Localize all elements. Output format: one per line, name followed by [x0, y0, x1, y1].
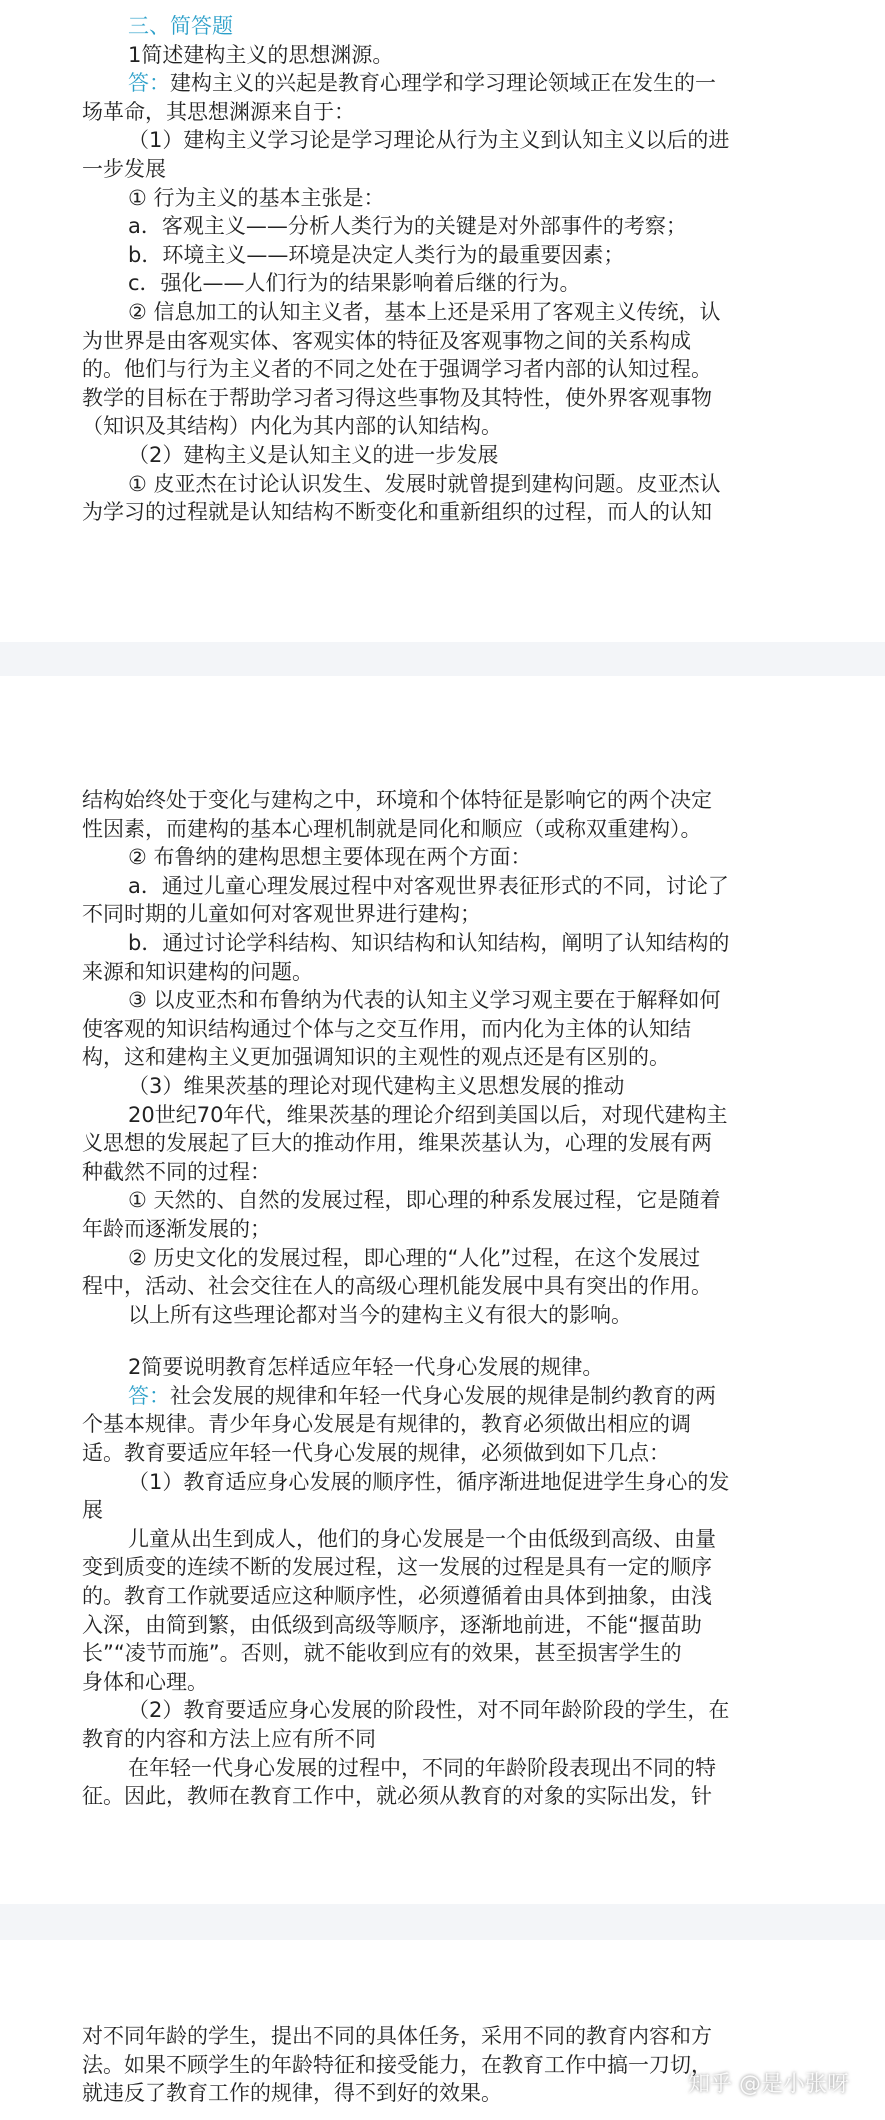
- line-text: （1）教育适应身心发展的顺序性，循序渐进地促进学生身心的发: [128, 1469, 730, 1494]
- text-line: [0, 1782, 885, 1811]
- text-line: [0, 900, 885, 929]
- line-text: 为学习的过程就是认知结构不断变化和重新组织的过程，而人的认知: [82, 500, 712, 525]
- line-text: （2）建构主义是认知主义的进一步发展: [128, 442, 499, 467]
- line-text: 变到质变的连续不断的发展过程，这一发展的过程是具有一定的顺序: [82, 1555, 712, 1580]
- line-text: 社会发展的规律和年轻一代身心发展的规律是制约教育的两: [170, 1383, 716, 1408]
- text-line: [0, 1496, 885, 1525]
- line-text: （1）建构主义学习论是学习理论从行为主义到认知主义以后的进: [128, 128, 730, 153]
- text-line: [0, 212, 885, 241]
- text-line: [0, 298, 885, 327]
- text-line: [0, 98, 885, 127]
- line-text: 长”“凌节而施”。否则，就不能收到应有的效果，甚至损害学生的: [82, 1641, 682, 1666]
- answer-label: 答：: [128, 1383, 170, 1408]
- line-text: 程中，活动、社会交往在人的高级心理机能发展中具有突出的作用。: [82, 1274, 712, 1299]
- text-line: [0, 1353, 885, 1382]
- line-text: 使客观的知识结构通过个体与之交互作用，而内化为主体的认知结: [82, 1016, 691, 1041]
- line-text: 结构始终处于变化与建构之中，环境和个体特征是影响它的两个决定: [82, 788, 712, 812]
- line-text: 不同时期的儿童如何对客观世界进行建构；: [82, 902, 481, 927]
- text-line: [0, 412, 885, 441]
- line-text: ② 信息加工的认知主义者，基本上还是采用了客观主义传统，认: [128, 299, 721, 324]
- text-line: [0, 1272, 885, 1301]
- text-line: [0, 1015, 885, 1044]
- document-page-3: [0, 1940, 885, 2120]
- text-line: [0, 1301, 885, 1330]
- text-line: [0, 1043, 885, 1072]
- line-text: 场革命，其思想渊源来自于：: [82, 99, 355, 124]
- text-line: [0, 1754, 885, 1783]
- text-line: [0, 1553, 885, 1582]
- text-line: [0, 269, 885, 298]
- line-text: 性因素，而建构的基本心理机制就是同化和顺应（或称双重建构）。: [82, 816, 702, 841]
- text-line: [0, 1525, 885, 1554]
- line-text: 儿童从出生到成人，他们的身心发展是一个由低级到高级、由量: [128, 1526, 716, 1551]
- text-line: [0, 1582, 885, 1611]
- answer-label: 答：: [128, 71, 170, 96]
- text-line: [0, 1410, 885, 1439]
- text-line: [0, 815, 885, 844]
- text-line: [0, 2022, 885, 2051]
- document-page-2: [0, 676, 885, 1904]
- line-text: （3）维果茨基的理论对现代建构主义思想发展的推动: [128, 1073, 625, 1098]
- watermark: 知乎 @是小张呀: [688, 2072, 849, 2097]
- line-text: 个基本规律。青少年身心发展是有规律的，教育必须做出相应的调: [82, 1412, 691, 1437]
- text-line: [0, 327, 885, 356]
- line-text: 20世纪70年代，维果茨基的理论介绍到美国以后，对现代建构主: [128, 1102, 728, 1127]
- text-line: [0, 355, 885, 384]
- line-text: 身体和心理。: [82, 1669, 208, 1694]
- text-line: [0, 384, 885, 413]
- line-text: a．客观主义——分析人类行为的关键是对外部事件的考察；: [128, 214, 687, 239]
- text-line: [0, 1725, 885, 1754]
- text-line: [0, 1215, 885, 1244]
- text-line: [0, 1101, 885, 1130]
- text-line: [0, 1439, 885, 1468]
- line-text: 法。如果不顾学生的年龄特征和接受能力，在教育工作中搞一刀切，: [82, 2052, 712, 2077]
- text-line: [0, 1468, 885, 1497]
- line-text: b．通过讨论学科结构、知识结构和认知结构，阐明了认知结构的: [128, 930, 730, 955]
- document-page-1: [0, 0, 885, 642]
- line-text: ③ 以皮亚杰和布鲁纳为代表的认知主义学习观主要在于解释如何: [128, 988, 721, 1013]
- text-line: [0, 843, 885, 872]
- text-line: [0, 1668, 885, 1697]
- text-line: [0, 1072, 885, 1101]
- line-text: 教育的内容和方法上应有所不同: [82, 1727, 376, 1751]
- line-text: ① 行为主义的基本主张是：: [128, 185, 385, 210]
- text-line: [0, 69, 885, 98]
- line-text: 来源和知识建构的问题。: [82, 959, 313, 984]
- line-text: 就违反了教育工作的规律，得不到好的效果。: [82, 2081, 502, 2106]
- text-line: [0, 1186, 885, 1215]
- line-text: 展: [82, 1498, 103, 1523]
- line-text: （知识及其结构）内化为其内部的认知结构。: [82, 414, 502, 439]
- line-text: ② 历史文化的发展过程，即心理的“人化”过程，在这个发展过: [128, 1245, 701, 1270]
- text-line: [0, 126, 885, 155]
- line-text: c．强化——人们行为的结果影响着后继的行为。: [128, 271, 581, 296]
- text-line: [0, 1639, 885, 1668]
- line-text: 对不同年龄的学生，提出不同的具体任务，采用不同的教育内容和方: [82, 2024, 712, 2048]
- text-line: [0, 155, 885, 184]
- line-text: 一步发展: [82, 156, 166, 181]
- text-line: [0, 470, 885, 499]
- line-text: ① 皮亚杰在讨论认识发生、发展时就曾提到建构问题。皮亚杰认: [128, 471, 721, 496]
- line-text: 建构主义的兴起是教育心理学和学习理论领域正在发生的一: [170, 71, 716, 96]
- line-text: 1简述建构主义的思想渊源。: [128, 42, 394, 67]
- page-2-text: [0, 786, 885, 1811]
- line-text: ② 布鲁纳的建构思想主要体现在两个方面：: [128, 845, 532, 870]
- text-line: [0, 1611, 885, 1640]
- line-text: 种截然不同的过程：: [82, 1159, 271, 1184]
- line-text: 入深，由简到繁，由低级到高级等顺序，逐渐地前进，不能“揠苗助: [82, 1612, 702, 1637]
- text-line: [0, 929, 885, 958]
- line-text: （2）教育要适应身心发展的阶段性，对不同年龄阶段的学生，在: [128, 1698, 730, 1723]
- text-line: [0, 12, 885, 41]
- text-line: [0, 786, 885, 815]
- line-text: b．环境主义——环境是决定人类行为的最重要因素；: [128, 242, 625, 267]
- text-line: [0, 958, 885, 987]
- line-text: 教学的目标在于帮助学习者习得这些事物及其特性，使外界客观事物: [82, 385, 712, 410]
- line-text: 的。他们与行为主义者的不同之处在于强调学习者内部的认知过程。: [82, 357, 712, 382]
- text-line: [0, 441, 885, 470]
- line-text: 义思想的发展起了巨大的推动作用，维果茨基认为，心理的发展有两: [82, 1131, 712, 1156]
- page-1-text: [0, 12, 885, 527]
- text-line: [0, 1244, 885, 1273]
- line-text: 的。教育工作就要适应这种顺序性，必须遵循着由具体到抽象，由浅: [82, 1584, 712, 1609]
- text-line: [0, 1158, 885, 1187]
- text-line: [0, 986, 885, 1015]
- line-text: ① 天然的、自然的发展过程，即心理的种系发展过程，它是随着: [128, 1188, 721, 1213]
- text-line: [0, 41, 885, 70]
- text-line: [0, 1382, 885, 1411]
- text-line: [0, 1129, 885, 1158]
- line-text: a．通过儿童心理发展过程中对客观世界表征形式的不同，讨论了: [128, 873, 729, 898]
- line-text: 年龄而逐渐发展的；: [82, 1216, 271, 1241]
- text-line: [0, 1329, 885, 1353]
- line-text: 构，这和建构主义更加强调知识的主观性的观点还是有区别的。: [82, 1045, 670, 1070]
- line-text: 适。教育要适应年轻一代身心发展的规律，必须做到如下几点：: [82, 1441, 670, 1466]
- text-line: [0, 184, 885, 213]
- line-text: 以上所有这些理论都对当今的建构主义有很大的影响。: [128, 1302, 632, 1327]
- line-text: 在年轻一代身心发展的过程中，不同的年龄阶段表现出不同的特: [128, 1755, 716, 1780]
- text-line: [0, 241, 885, 270]
- line-text: 为世界是由客观实体、客观实体的特征及客观事物之间的关系构成: [82, 328, 691, 353]
- line-text: 2简要说明教育怎样适应年轻一代身心发展的规律。: [128, 1355, 604, 1380]
- line-text: 征。因此，教师在教育工作中，就必须从教育的对象的实际出发，针: [82, 1784, 712, 1809]
- text-line: [0, 1696, 885, 1725]
- text-line: [0, 498, 885, 527]
- line-text: 三、简答题: [128, 14, 233, 38]
- text-line: [0, 872, 885, 901]
